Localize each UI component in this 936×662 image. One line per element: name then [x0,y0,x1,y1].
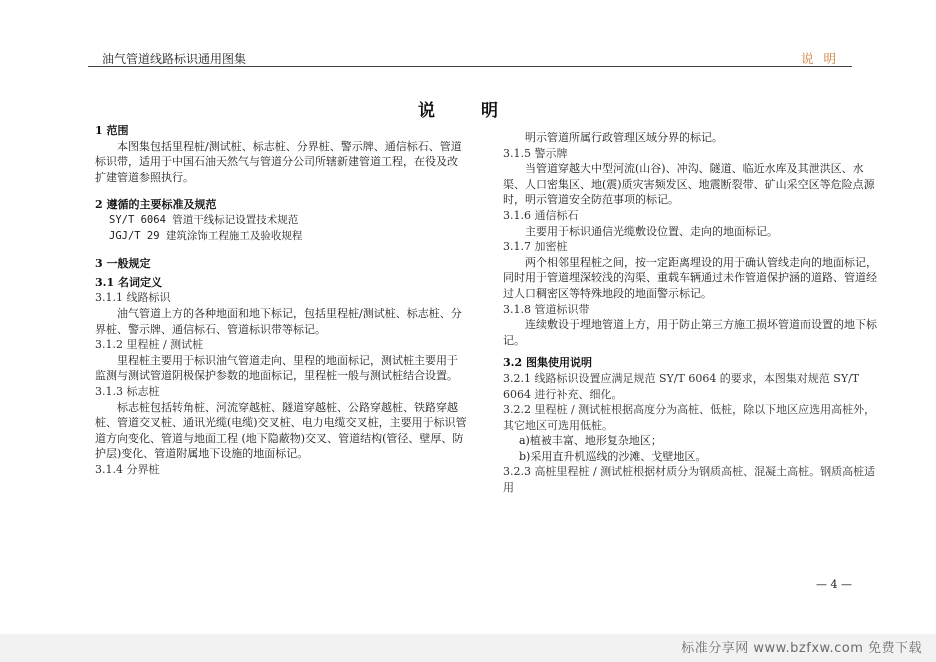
paragraph: b)采用直升机巡线的沙滩、戈壁地区。 [519,449,707,463]
subsection-line: 3.1.4 分界桩 [95,462,160,476]
section-header-label: 说明 [800,51,846,66]
subsection-line: 3.1.1 线路标识 [95,291,171,305]
paragraph: a)植被丰富、地形复杂地区； [519,434,662,448]
paragraph: 明示管道所属行政管理区域分界的标记。 [525,131,723,144]
subsection-line: 3.2.3 高桩里程桩 / 测试桩根据材质分为钢质高桩、混凝土高桩。钢质高桩适用 [503,465,876,495]
page-header [88,48,852,67]
paragraph: SY/T 6064 管道干线标记设置技术规范 [109,213,299,226]
paragraph: 连续敷设于埋地管道上方，用于防止第三方施工损坏管道而设置的地下标记。 [503,318,877,347]
section-heading: 2 遵循的主要标准及规范 [95,198,217,212]
section-heading: 3 一般规定 [95,257,151,271]
page-number: — 4 — [816,578,852,591]
footer-bar [0,634,936,662]
paragraph: 主要用于标识通信光缆敷设位置、走向的地面标记。 [525,224,778,238]
subsection-line: 3.1.8 管道标识带 [503,302,590,316]
subsection-line: 3.1.2 里程桩 / 测试桩 [95,338,204,352]
watermark-text: 标准分享网 www.bzfxw.com 免费下载 [681,641,922,656]
paragraph: 标志桩包括转角桩、河流穿越桩、隧道穿越桩、公路穿越桩、铁路穿越桩、管道交叉桩、通讯光缆(电缆)交叉桩、电力电缆交叉桩，主要用于标识管道方向变化、管道与地面工程 (地下隐蔽物)交叉、管道结构(管径、壁厚、防护层)变化、管道附属地下设施的地面标记。 [95,400,467,461]
spacer [95,244,467,253]
paragraph: 两个相邻里程桩之间，按一定距离埋设的用于确认管线走向的地面标记，同时用于管道埋深较浅的沟渠、重载车辆通过未作管道保护涵的道路、管道经过人口稠密区等特殊地段的地面警示标记。 [503,255,877,300]
paragraph: 本图集包括里程桩/测试桩、标志桩、分界桩、警示牌、通信标石、管道标识带，适用于中国石油天然气与管道分公司所辖新建管道工程，在役及改扩建管道参照执行。 [95,139,462,184]
paragraph: 当管道穿越大中型河流(山谷)、冲沟、隧道、临近水库及其泄洪区、水渠、人口密集区、地(震)质灾害频发区、地震断裂带、矿山采空区等危险点源时，明示管道安全防范事项的标记。 [503,162,875,207]
left-text-column [95,120,467,477]
subsection-line: 3.1.6 通信标石 [503,208,579,222]
document-series-title: 油气管道线路标识通用图集 [102,52,247,66]
spacer [503,348,877,352]
spacer [95,185,467,194]
paragraph: 油气管道上方的各种地面和地下标记，包括里程桩/测试桩、标志桩、分界桩、警示牌、通信标石、管道标识带等标记。 [95,306,462,336]
section-heading: 3.1 名词定义 [95,275,162,289]
page-title: 说 明 [418,101,518,121]
paragraph: JGJ/T 29 建筑涂饰工程施工及验收规程 [109,229,303,242]
right-text-column [503,130,877,496]
subsection-line: 3.1.5 警示牌 [503,146,568,160]
subsection-line: 3.2.1 线路标识设置应满足规范 SY/T 6064 的要求，本图集对规范 SY/T 6064 进行补充、细化。 [503,371,860,401]
subsection-line: 3.1.7 加密桩 [503,240,568,254]
section-heading: 1 范围 [95,124,129,137]
paragraph: 里程桩主要用于标识油气管道走向、里程的地面标记，测试桩主要用于监测与测试管道阴极保护参数的地面标记，里程桩一般与测试桩结合设置。 [95,353,458,383]
subsection-line: 3.2.2 里程桩 / 测试桩根据高度分为高桩、低桩，除以下地区应选用高桩外，其它地区可选用低桩。 [503,403,876,432]
section-heading: 3.2 图集使用说明 [503,356,592,370]
subsection-line: 3.1.3 标志桩 [95,384,160,398]
